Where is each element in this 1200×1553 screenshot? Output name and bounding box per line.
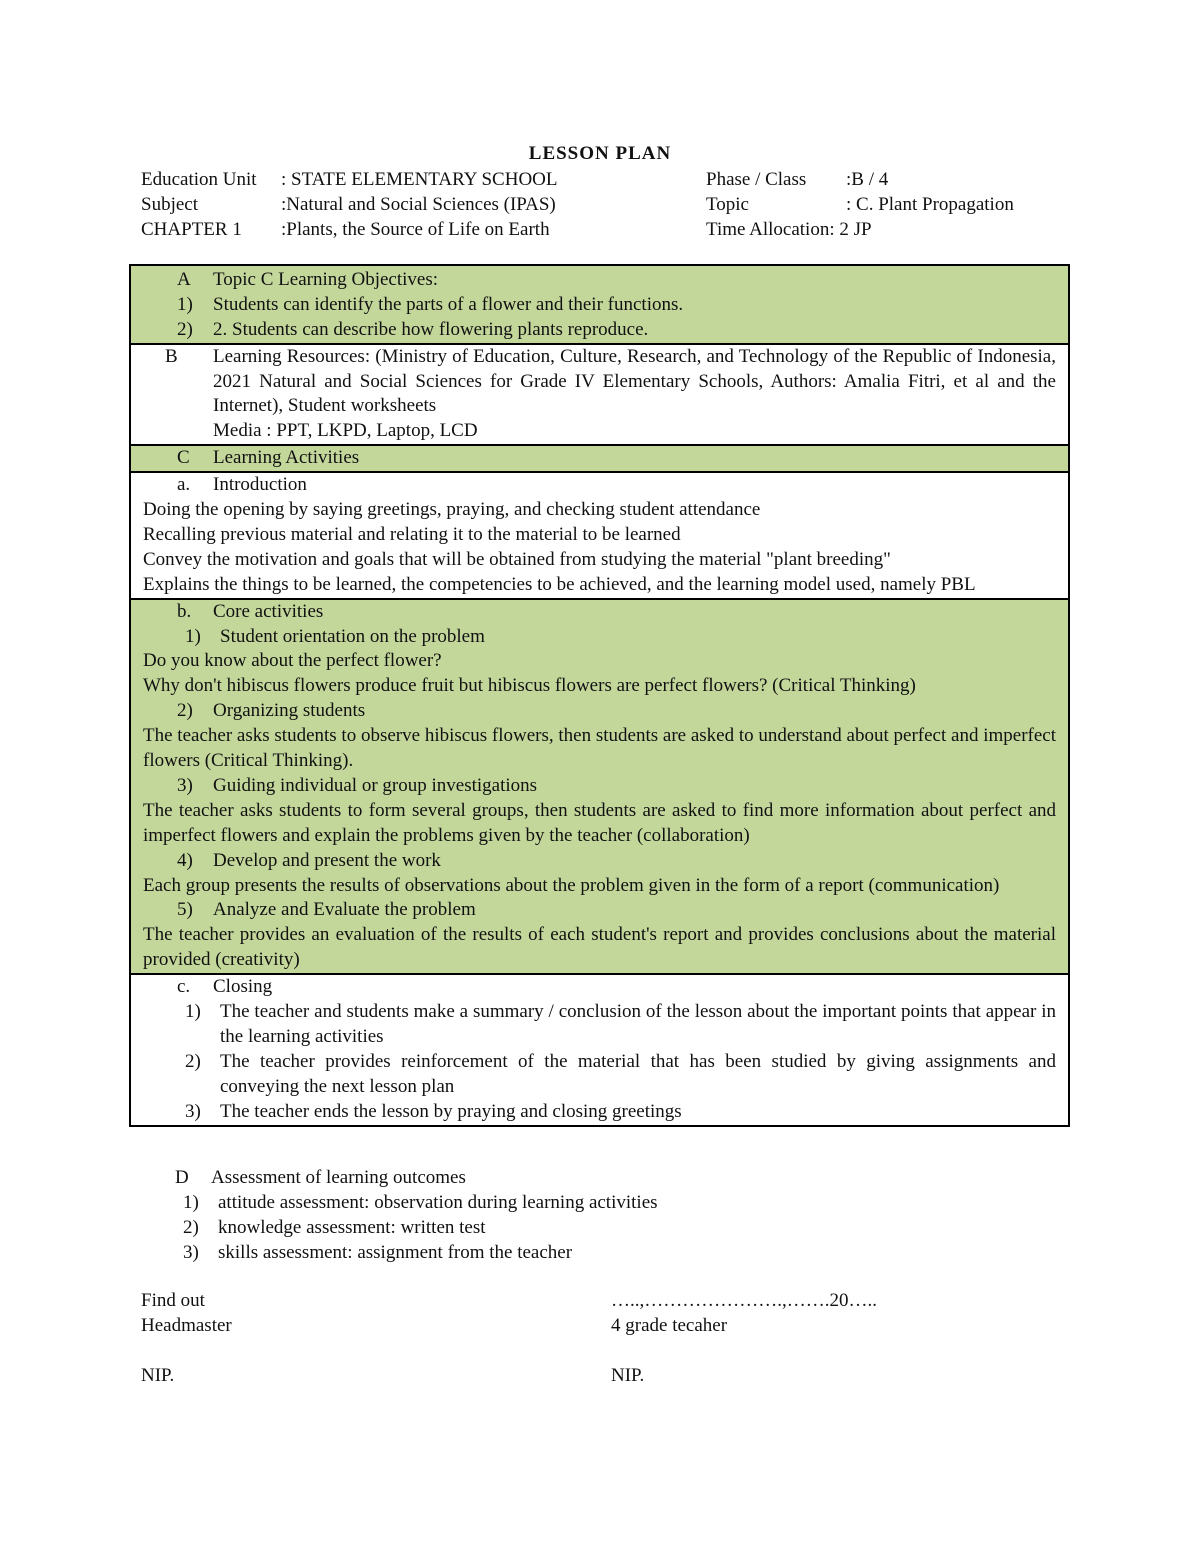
item-text: The teacher ends the lesson by praying and closing greetings: [220, 1100, 682, 1122]
intro-line: Explains the things to be learned, the competencies to be achieved, and the learning model used, namely PBL: [143, 573, 976, 595]
header-value: :Natural and Social Sciences (IPAS): [281, 194, 556, 215]
header-label: Time Allocation: 2 JP: [706, 219, 872, 240]
closing: [131, 973, 1068, 1124]
step-title: Analyze and Evaluate the problem: [213, 899, 476, 921]
signature-row: [141, 1289, 1081, 1314]
header-label: Subject: [141, 194, 198, 215]
item-number: 3): [183, 1241, 199, 1263]
step-number: 4): [177, 849, 193, 871]
section-heading: [143, 446, 1056, 471]
section-title: Topic C Learning Objectives:: [213, 269, 439, 290]
subsection-letter: c.: [177, 976, 191, 998]
step-text: Do you know about the perfect flower?: [143, 650, 442, 672]
item-text: Students can identify the parts of a flower and their functions.: [213, 293, 684, 315]
date-placeholder: …..,………………….,…….20…..: [611, 1290, 877, 1311]
step-heading: [143, 849, 1056, 874]
item-text: 2. Students can describe how flowering plants reproduce.: [213, 318, 649, 340]
section-c-activities: [131, 444, 1068, 471]
resources-text: Learning Resources: (Ministry of Education, Culture, Research, and Technology of the Republic of Indonesia, 2021 Natural and Social Sciences for Grade IV Elementary Schools, Authors: Amalia Fitri, et al and the Internet), Student worksheets: [213, 345, 1056, 417]
step-heading: [143, 699, 1056, 724]
section-title: Learning Activities: [213, 447, 360, 469]
step-number: 1): [185, 625, 201, 647]
item-number: 1): [183, 1191, 199, 1213]
header-label: Phase / Class: [706, 169, 807, 190]
step-number: 3): [177, 774, 193, 796]
subsection-heading: [143, 600, 1056, 625]
step-heading: [143, 898, 1056, 923]
section-letter: A: [177, 269, 191, 290]
subsection-letter: b.: [177, 600, 192, 622]
header-label: Education Unit: [141, 169, 257, 190]
list-item: [143, 1000, 1056, 1050]
item-text: The teacher provides reinforcement of the material that has been studied by giving assignments and conveying the next lesson plan: [220, 1050, 1056, 1097]
list-item: [141, 1241, 1058, 1266]
header-value: :B / 4: [846, 169, 889, 190]
step-title: Student orientation on the problem: [220, 625, 485, 647]
header-label: Topic: [706, 194, 749, 215]
headmaster-label: Headmaster: [141, 1314, 232, 1336]
media-text: Media : PPT, LKPD, Laptop, LCD: [213, 420, 478, 442]
signature-block: [141, 1289, 1081, 1389]
core-activities: [131, 598, 1068, 973]
signature-row: [141, 1364, 1081, 1389]
introduction: [131, 471, 1068, 597]
list-item: [143, 293, 1056, 318]
step-heading: [143, 774, 1056, 799]
teacher-nip: NIP.: [611, 1364, 645, 1386]
item-text: attitude assessment: observation during learning activities: [218, 1191, 658, 1213]
step-text: The teacher asks students to observe hibiscus flowers, then students are asked to understand about perfect and imperfect flowers (Critical Thinking).: [143, 725, 1056, 771]
item-text: knowledge assessment: written test: [218, 1216, 486, 1238]
intro-line: Convey the motivation and goals that will be obtained from studying the material "plant breeding": [143, 548, 891, 570]
subsection-title: Introduction: [213, 474, 307, 496]
item-text: The teacher and students make a summary / conclusion of the lesson about the important points that appear in the learning activities: [220, 1001, 1056, 1047]
item-number: 1): [177, 293, 193, 315]
intro-line: Doing the opening by saying greetings, praying, and checking student attendance: [143, 499, 761, 521]
step-number: 5): [177, 899, 193, 921]
section-letter: B: [165, 345, 178, 367]
signature-left-top: Find out: [141, 1290, 205, 1311]
section-b-resources: [131, 343, 1068, 445]
lesson-table: [129, 264, 1070, 1127]
section-heading: [143, 268, 1056, 293]
item-number: 3): [185, 1100, 201, 1122]
section-d-assessment: [129, 1166, 1070, 1266]
item-number: 2): [185, 1050, 201, 1072]
headmaster-nip: NIP.: [141, 1364, 175, 1386]
step-text: The teacher asks students to form several groups, then students are asked to find more information about perfect and imperfect flowers and explain the problems given by the teacher (collaboration): [143, 799, 1056, 846]
step-text: Why don't hibiscus flowers produce fruit but hibiscus flowers are perfect flowers? (Critical Thinking): [143, 675, 916, 697]
section-letter: C: [177, 447, 190, 469]
section-heading: [141, 1166, 1058, 1191]
item-text: skills assessment: assignment from the teacher: [218, 1241, 573, 1263]
list-item: [143, 318, 1056, 343]
section-letter: D: [175, 1167, 189, 1188]
subsection-title: Closing: [213, 976, 273, 998]
subsection-title: Core activities: [213, 600, 324, 622]
teacher-label: 4 grade tecaher: [611, 1314, 728, 1336]
subsection-letter: a.: [177, 474, 191, 496]
item-number: 1): [185, 1001, 201, 1022]
step-text: Each group presents the results of observations about the problem given in the form of a report (communication): [143, 874, 1000, 896]
step-title: Guiding individual or group investigations: [213, 774, 538, 796]
header-row: [141, 167, 1081, 192]
list-item: [141, 1191, 1058, 1216]
header-info: [141, 167, 1081, 242]
signature-row: [141, 1314, 1081, 1339]
header-row: [141, 217, 1081, 242]
section-title: Assessment of learning outcomes: [211, 1167, 466, 1188]
step-text: The teacher provides an evaluation of the results of each student's report and provides conclusions about the material provided (creativity): [143, 924, 1056, 971]
item-number: 2): [177, 318, 193, 340]
header-label: CHAPTER 1: [141, 219, 242, 240]
list-item: [141, 1216, 1058, 1241]
item-number: 2): [183, 1216, 199, 1238]
intro-line: Recalling previous material and relating it to the material to be learned: [143, 523, 681, 545]
document-title: LESSON PLAN: [528, 143, 672, 164]
subsection-heading: [143, 473, 1056, 498]
section-a-objectives: [131, 266, 1068, 343]
list-item: [143, 1050, 1056, 1100]
step-number: 2): [177, 700, 193, 722]
signature-spacer: [141, 1339, 1081, 1364]
subsection-heading: [143, 975, 1056, 1000]
header-value: : C. Plant Propagation: [846, 194, 1014, 215]
step-heading: [143, 625, 1056, 650]
header-row: [141, 192, 1081, 217]
header-value: : STATE ELEMENTARY SCHOOL: [281, 169, 558, 190]
step-title: Develop and present the work: [213, 849, 441, 871]
step-title: Organizing students: [213, 700, 366, 722]
list-item: [143, 1100, 1056, 1125]
header-value: :Plants, the Source of Life on Earth: [281, 219, 550, 240]
